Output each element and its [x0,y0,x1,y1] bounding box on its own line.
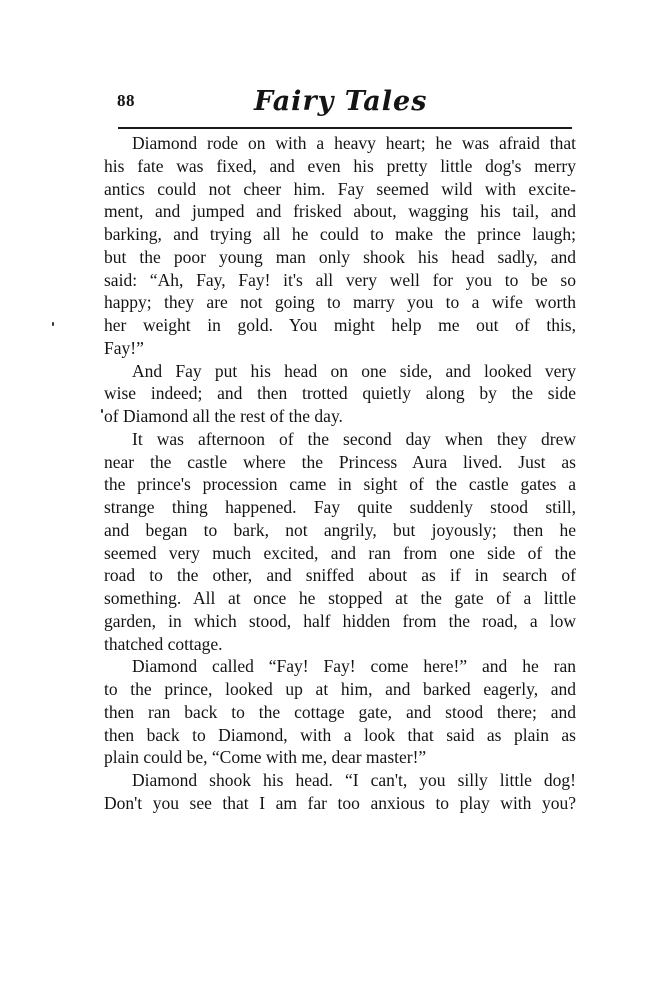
text-line: Diamond rode on with a heavy heart; he was afraid that [132,133,576,153]
text-line: his fate was fixed, and even his pretty little dog's merry [104,155,576,176]
text-line: plain could be, “Come with me, dear master!” [104,747,427,768]
paper-speck [101,409,103,413]
running-head: Fairy Tales [254,86,428,117]
text-line: seemed very much excited, and ran from one side of the [104,542,576,563]
text-line: barking, and trying all he could to make the prince laugh; [104,224,576,244]
text-line: thatched cottage. [104,633,223,654]
body-text [104,132,576,815]
text-line: garden, in which stood, half hidden from the road, a low [104,610,576,631]
paper-speck [52,322,54,326]
text-line: It was afternoon of the second day when they drew [132,428,576,449]
text-line: antics could not cheer him. Fay seemed wild with excite- [104,178,576,199]
text-line: Don't you see that I am far too anxious to play with you? [104,792,576,813]
text-line: her weight in gold. You might help me out of this, [104,315,576,335]
text-line: happy; they are not going to marry you to a wife worth [104,292,576,313]
text-line: Diamond called “Fay! Fay! come here!” and he ran [132,656,576,677]
text-line: strange thing happened. Fay quite suddenly stood still, [104,497,576,517]
text-line: but the poor young man only shook his head sadly, and [104,246,576,267]
text-line: something. All at once he stopped at the gate of a little [104,588,576,608]
text-line: and began to bark, not angrily, but joyously; then he [104,519,576,540]
header-rule [118,127,572,129]
text-line: the prince's procession came in sight of the castle gates a [104,474,576,495]
text-line: near the castle where the Princess Aura lived. Just as [104,451,576,472]
text-line: And Fay put his head on one side, and looked very [132,360,576,381]
page-number: 88 [117,91,135,110]
text-line: ment, and jumped and frisked about, wagging his tail, and [104,201,576,222]
text-line: Diamond shook his head. “I can't, you silly little dog! [132,770,576,790]
text-line: wise indeed; and then trotted quietly along by the side [104,383,576,404]
text-line: of Diamond all the rest of the day. [104,406,343,426]
text-line: road to the other, and sniffed about as if in search of [104,565,576,586]
text-line: to the prince, looked up at him, and barked eagerly, and [104,679,576,699]
text-line: then ran back to the cottage gate, and stood there; and [104,701,576,722]
text-line: then back to Diamond, with a look that said as plain as [104,724,576,745]
text-line: said: “Ah, Fay, Fay! it's all very well for you to be so [104,269,576,290]
text-line: Fay!” [104,337,144,358]
